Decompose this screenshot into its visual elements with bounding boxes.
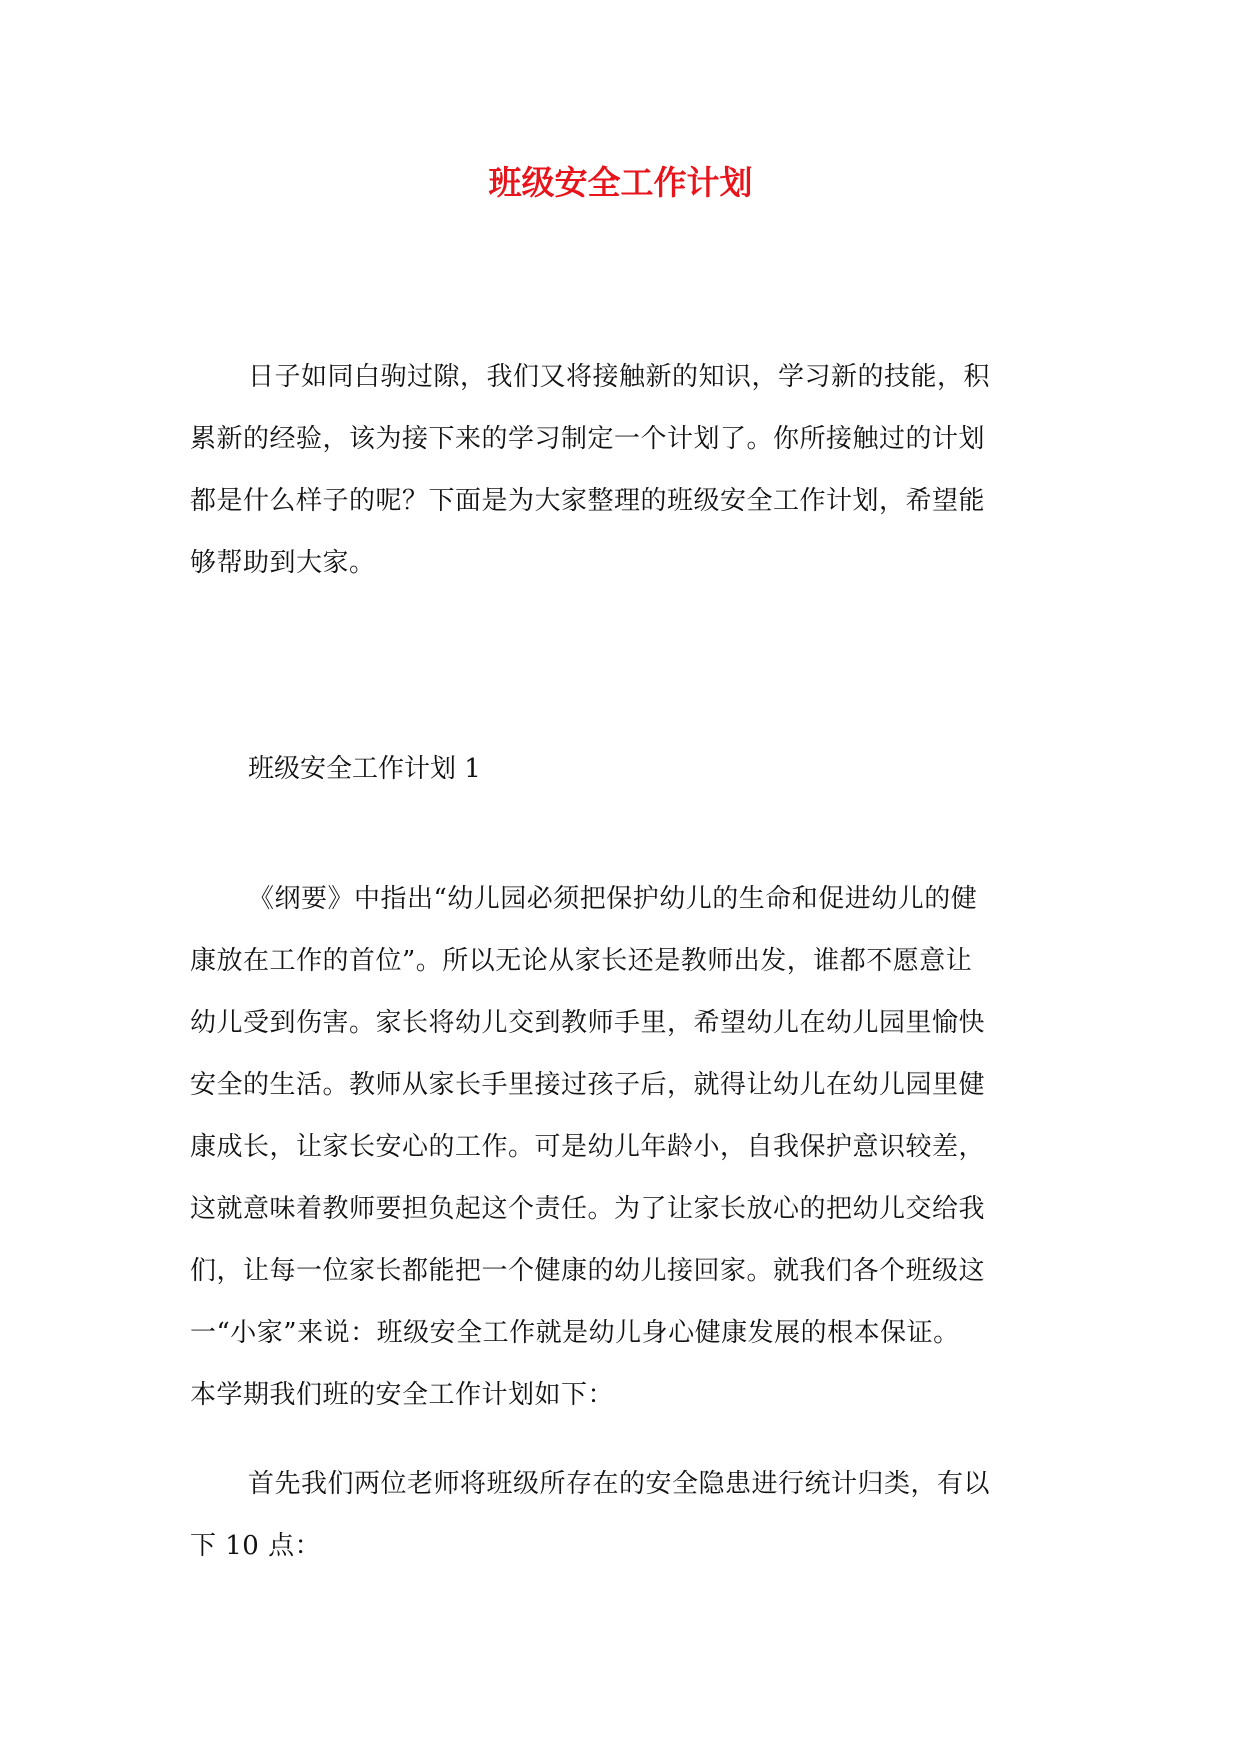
- document-title: 班级安全工作计划: [488, 163, 753, 202]
- body-line: 们，让每一位家长都能把一个健康的幼儿接回家。就我们各个班级这: [190, 1256, 986, 1286]
- intro-paragraph: [190, 346, 1052, 594]
- body-line: 《纲要》中指出“幼儿园必须把保护幼儿的生命和促进幼儿的健: [248, 884, 978, 914]
- body-line: 康成长，让家长安心的工作。可是幼儿年龄小，自我保护意识较差，: [190, 1132, 986, 1162]
- body-line: 安全的生活。教师从家长手里接过孩子后，就得让幼儿在幼儿园里健: [190, 1070, 986, 1100]
- intro-line: 都是什么样子的呢？下面是为大家整理的班级安全工作计划，希望能: [190, 486, 986, 516]
- body-line: 幼儿受到伤害。家长将幼儿交到教师手里，希望幼儿在幼儿园里愉快: [190, 1008, 986, 1038]
- intro-line: 够帮助到大家。: [190, 548, 376, 578]
- body-paragraph-2: [190, 1453, 1052, 1577]
- body-line: 康放在工作的首位”。所以无论从家长还是教师出发，谁都不愿意让: [190, 946, 973, 976]
- body-line: 一“小家”来说：班级安全工作就是幼儿身心健康发展的根本保证。: [190, 1318, 960, 1348]
- body-paragraph-1: [190, 868, 1052, 1426]
- section-heading: 班级安全工作计划 1: [248, 754, 481, 784]
- body-line: 下 10 点：: [190, 1531, 322, 1561]
- body-line: 本学期我们班的安全工作计划如下：: [190, 1380, 615, 1410]
- body-line: 首先我们两位老师将班级所存在的安全隐患进行统计归类，有以: [248, 1469, 991, 1499]
- body-line: 这就意味着教师要担负起这个责任。为了让家长放心的把幼儿交给我: [190, 1194, 986, 1224]
- intro-line: 累新的经验，该为接下来的学习制定一个计划了。你所接触过的计划: [190, 424, 986, 454]
- intro-line: 日子如同白驹过隙，我们又将接触新的知识，学习新的技能，积: [248, 362, 991, 392]
